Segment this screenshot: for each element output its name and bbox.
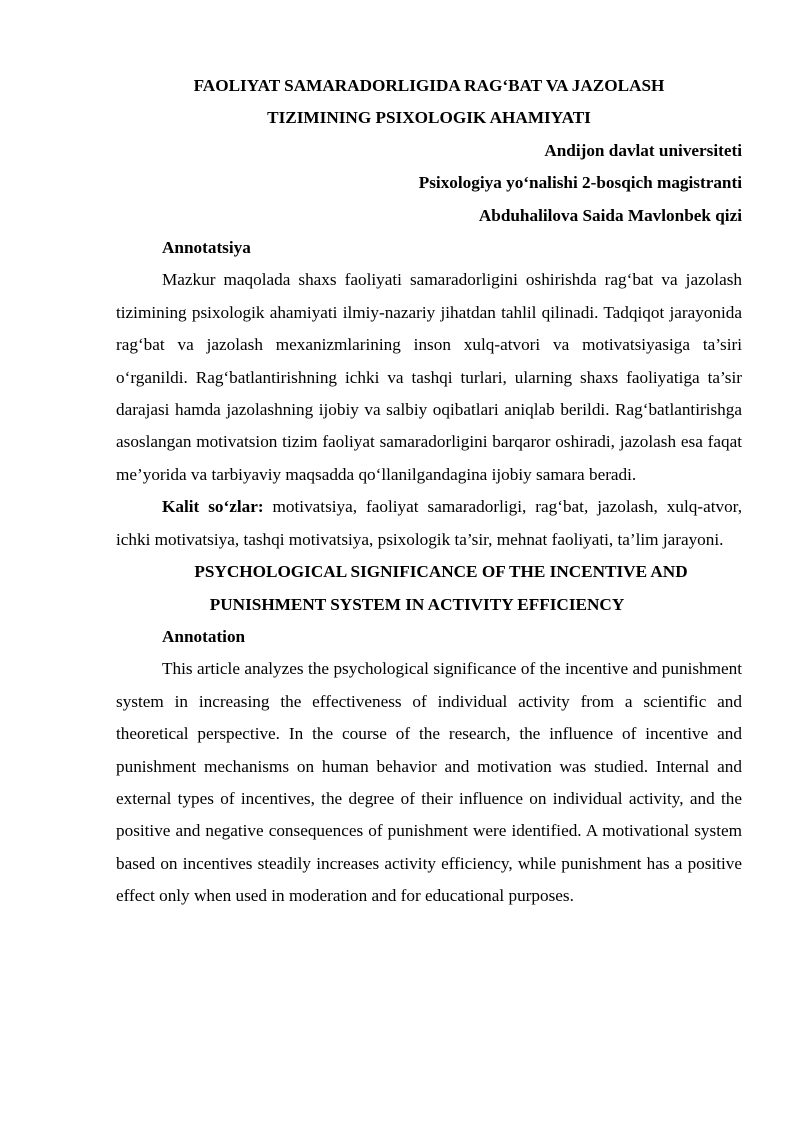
author-position: Psixologiya yo‘nalishi 2-bosqich magistranti: [418, 173, 742, 193]
article-page: [116, 70, 742, 913]
uzbek-title: [116, 70, 742, 135]
english-annotation-heading: Annotation: [162, 626, 246, 646]
uzbek-annotation-heading: Annotatsiya: [162, 238, 251, 258]
keywords-label: Kalit so‘zlar:: [162, 497, 264, 517]
uzbek-title-line-1: FAOLIYAT SAMARADORLIGIDA RAG‘BAT VA JAZOLASH: [193, 76, 665, 95]
uzbek-annotation-text: Mazkur maqolada shaxs faoliyati samaradorligini oshirishda rag‘bat va jazolash tizimining psixologik ahamiyati ilmiy-nazariy jihatdan tahlil qilinadi. Tadqiqot jarayonida rag‘bat va jazolash mexanizmlarining inson xulq-atvori va motivatsiyasiga ta’siri o‘rganildi. Rag‘batlantirishning ichki va tashqi turlari, ularning shaxs faoliyatiga ta’sir darajasi hamda jazolashning ijobiy va salbiy oqibatlari aniqlab berildi. Rag‘batlantirishga asoslangan motivatsion tizim faoliyat samaradorligini barqaror oshiradi, jazolash esa faqat me’yorida va tarbiyaviy maqsadda qo‘llanilgandagina ijobiy samara beradi.: [116, 270, 742, 484]
keywords-text: motivatsiya, faoliyat samaradorligi, rag‘bat, jazolash, xulq-atvor, ichki motivatsiya, tashqi motivatsiya, psixologik ta’sir, mehnat faoliyati, ta’lim jarayoni.: [116, 497, 743, 549]
affiliation: Andijon davlat universiteti: [544, 140, 742, 160]
english-title-line-1: PSYCHOLOGICAL SIGNIFICANCE OF THE INCENTIVE AND: [194, 562, 688, 582]
english-title-line-2: PUNISHMENT SYSTEM IN ACTIVITY EFFICIENCY: [209, 594, 625, 614]
english-annotation-text: This article analyzes the psychological significance of the incentive and punishment system in increasing the effectiveness of individual activity from a scientific and theoretical perspective. In the course of the research, the influence of incentive and punishment mechanisms on human behavior and motivation was studied. Internal and external types of incentives, the degree of their influence on individual activity, and the positive and negative consequences of punishment were identified. A motivational system based on incentives steadily increases activity efficiency, while punishment has a positive effect only when used in moderation and for educational purposes.: [116, 659, 742, 906]
author-name: Abduhalilova Saida Mavlonbek qizi: [478, 205, 742, 225]
uzbek-title-line-2: TIZIMINING PSIXOLOGIK AHAMIYATI: [267, 108, 591, 128]
uzbek-keywords: [116, 491, 742, 556]
english-title: [116, 556, 742, 621]
